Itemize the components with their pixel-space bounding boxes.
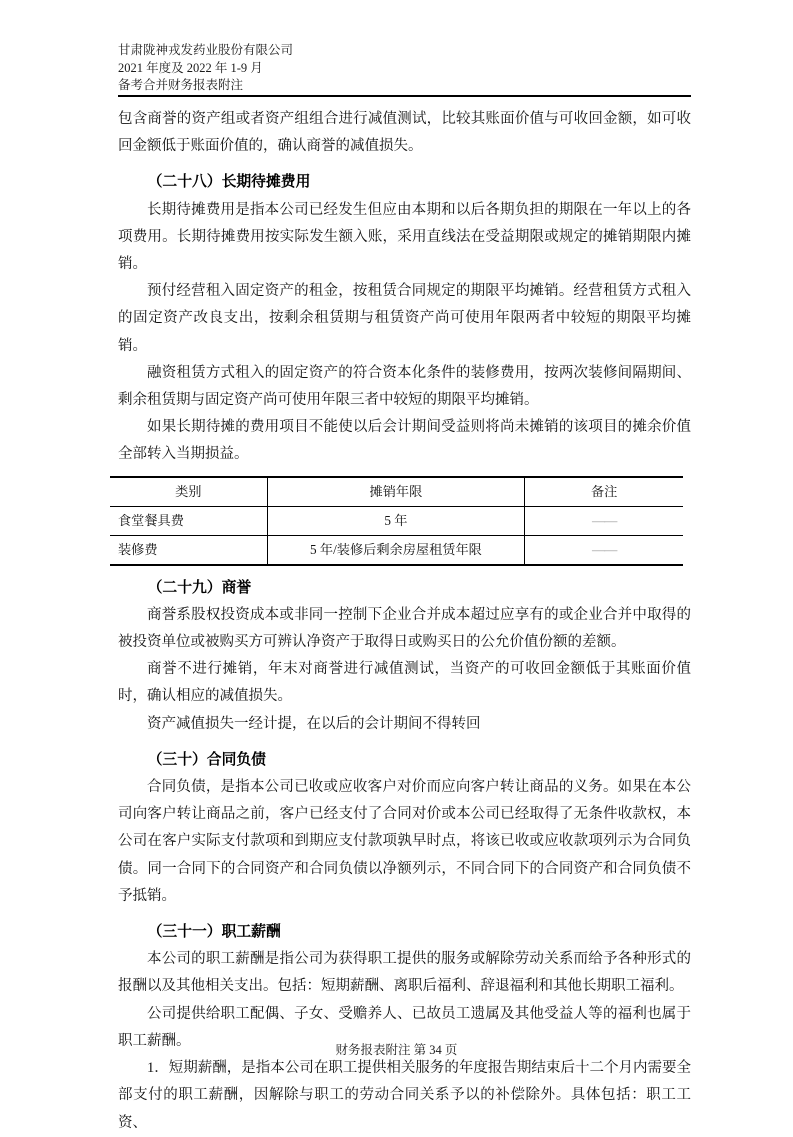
table-cell-period: 5 年 — [267, 506, 525, 535]
table-cell-note: —— — [591, 541, 617, 557]
table-header-note: 备注 — [525, 477, 683, 507]
paragraph-employee-compensation-beneficiaries: 公司提供给职工配偶、子女、受赡养人、已故员工遗属及其他受益人等的福利也属于职工薪酬。 — [118, 1005, 691, 1049]
table-cell-category: 装修费 — [110, 535, 267, 565]
header-divider — [118, 95, 691, 97]
table-header-amortization-period: 摊销年限 — [267, 477, 525, 507]
table-row-canteen-tableware — [110, 506, 683, 535]
document-body — [118, 106, 691, 1137]
amortization-table — [110, 476, 683, 566]
paragraph-contract-liabilities: 合同负债，是指本公司已收或应收客户对价而应向客户转让商品的义务。如果在本公司向客户转让商品之前，客户已经支付了合同对价或本公司已经取得了无条件收款权，本公司在客户实际支付款项和到期应支付款项孰早时点，将该已收或应收款项列示为合同负债。同一合同下的合同资产和合同负债以净额列示，不同合同下的合同资产和合同负债不予抵销。 — [118, 779, 691, 904]
paragraph-employee-compensation-definition: 本公司的职工薪酬是指公司为获得职工提供的服务或解除劳动关系而给予各种形式的报酬以及其他相关支出。包括：短期薪酬、离职后福利、辞退福利和其他长期职工福利。 — [118, 951, 691, 995]
paragraph-ltde-finance-lease: 融资租赁方式租入的固定资产的符合资本化条件的装修费用，按两次装修间隔期间、剩余租赁期与固定资产尚可使用年限三者中较短的期限平均摊销。 — [118, 364, 691, 409]
paragraph-ltde-prepaid-rent: 预付经营租入固定资产的租金，按租赁合同规定的期限平均摊销。经营租赁方式租入的固定资产改良支出，按剩余租赁期与租赁资产尚可使用年限两者中较短的期限平均摊销。 — [118, 283, 691, 354]
table-cell-period: 5 年/装修后剩余房屋租赁年限 — [267, 535, 525, 565]
paragraph-goodwill-impairment-test: 商誉不进行摊销，年末对商誉进行减值测试，当资产的可收回金额低于其账面价值时，确认相应的减值损失。 — [118, 661, 691, 705]
paragraph-ltde-definition: 长期待摊费用是指本公司已经发生但应由本期和以后各期负担的期限在一年以上的各项费用。长期待摊费用按实际发生额入账，采用直线法在受益期限或规定的摊销期限内摊销。 — [118, 201, 691, 273]
section-heading-31-employee-compensation: （三十一）职工薪酬 — [147, 924, 281, 941]
table-cell-category: 食堂餐具费 — [110, 506, 267, 535]
section-heading-28-long-term-deferred-expenses: （二十八）长期待摊费用 — [147, 174, 311, 191]
section-heading-29-goodwill: （二十九）商誉 — [147, 579, 252, 596]
amortization-table-wrapper — [110, 476, 683, 566]
table-header-row — [110, 477, 683, 507]
paragraph-short-term-compensation: 1．短期薪酬，是指本公司在职工提供相关服务的年度报告期结束后十二个月内需要全部支付的职工薪酬，因解除与职工的劳动合同关系予以的补偿除外。具体包括：职工工资、 — [118, 1060, 691, 1131]
table-header-category: 类别 — [110, 477, 267, 507]
report-period: 2021 年度及 2022 年 1-9 月 — [118, 60, 263, 75]
section-heading-30-contract-liabilities: （三十）合同负债 — [147, 751, 266, 768]
paragraph-ltde-writeoff: 如果长期待摊的费用项目不能使以后会计期间受益则将尚未摊销的该项目的摊余价值全部转入当期损益。 — [118, 419, 691, 463]
report-title: 备考合并财务报表附注 — [118, 78, 244, 92]
company-name: 甘肃陇神戎发药业股份有限公司 — [118, 43, 294, 57]
paragraph-goodwill-continuation: 包含商誉的资产组或者资产组组合进行减值测试，比较其账面价值与可收回金额，如可收回金额低于账面价值的，确认商誉的减值损失。 — [118, 111, 691, 155]
paragraph-goodwill-definition: 商誉系股权投资成本或非同一控制下企业合并成本超过应享有的或企业合并中取得的被投资单位或被购买方可辨认净资产于取得日或购买日的公允价值份额的差额。 — [118, 606, 691, 651]
page-footer: 财务报表附注 第 34 页 — [335, 1043, 458, 1057]
document-header — [118, 42, 691, 95]
table-row-renovation-fee — [110, 535, 683, 565]
table-cell-note: —— — [525, 506, 683, 535]
paragraph-goodwill-no-reversal: 资产减值损失一经计提，在以后的会计期间不得转回 — [147, 715, 481, 732]
